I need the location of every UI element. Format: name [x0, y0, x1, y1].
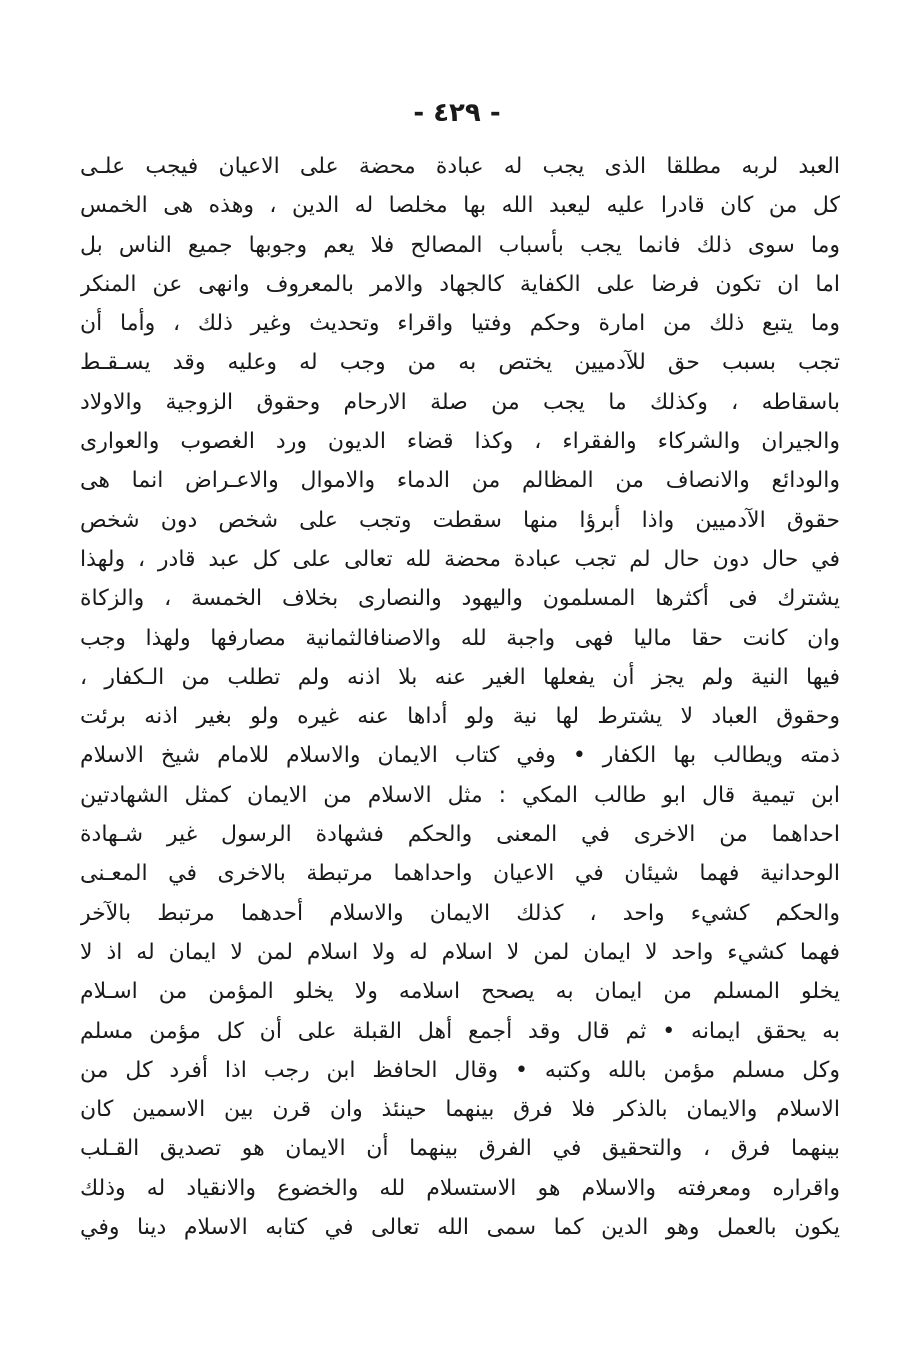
text-line: وحقوق العباد لا يشترط لها نية ولو أداها عنه غيره ولو بغير اذنه برئت	[80, 704, 840, 730]
text-line: باسقاطه ، وكذلك ما يجب من صلة الارحام وحقوق الزوجية والاولاد	[80, 389, 840, 415]
text-line: واقراره ومعرفته والاسلام هو الاستسلام لله والخضوع والانقياد له وذلك	[80, 1175, 840, 1201]
text-line: ذمته ويطالب بها الكفار • وفي كتاب الايمان والاسلام للامام شيخ الاسلام	[80, 743, 840, 769]
text-line: به يحقق ايمانه • ثم قال وقد أجمع أهل القبلة على أن كل مؤمن مسلم	[80, 1018, 840, 1044]
text-line: يكون بالعمل وهو الدين كما سمى الله تعالى في كتابه الاسلام دينا وفي	[80, 1215, 840, 1241]
text-line: وما يتبع ذلك من امارة وحكم وفتيا واقراء وتحديث وغير ذلك ، وأما أن	[80, 311, 840, 337]
text-line: العبد لربه مطلقا الذى يجب له عبادة محضة على الاعيان فيجب علـى	[80, 154, 840, 179]
text-line: تجب بسبب حق للآدميين يختص به من وجب له وعليه وقد يسـقـط	[80, 350, 840, 376]
body-text	[80, 147, 840, 1247]
text-line: يشترك فى أكثرها المسلمون واليهود والنصارى بخلاف الخمسة ، والزكاة	[80, 586, 840, 612]
page-number: - ٤٢٩ -	[413, 98, 501, 128]
text-line: في حال دون حال لم تجب عبادة محضة لله تعالى على كل عبد قادر ، ولهذا	[80, 546, 840, 572]
text-line: الاسلام والايمان بالذكر فلا فرق بينهما حينئذ وان قرن بين الاسمين كان	[80, 1097, 840, 1123]
text-line: اما ان تكون فرضا على الكفاية كالجهاد والامر بالمعروف وانهى عن المنكر	[80, 271, 840, 297]
text-line: يخلو المسلم من ايمان به يصحح اسلامه ولا يخلو المؤمن من اسـلام	[80, 979, 840, 1005]
text-line: وما سوى ذلك فانما يجب بأسباب المصالح فلا يعم وجوبها جميع الناس بل	[80, 232, 840, 258]
text-line: فيها النية ولم يجز أن يفعلها الغير عنه بلا اذنه ولم تطلب من الـكفار ،	[80, 664, 840, 690]
text-line: وكل مسلم مؤمن بالله وكتبه • وقال الحافظ ابن رجب اذا أفرد كل من	[80, 1057, 840, 1083]
text-line: احداهما من الاخرى في المعنى والحكم فشهادة الرسول غير شـهادة	[80, 822, 840, 848]
text-line: كل من كان قادرا عليه ليعبد الله بها مخلصا له الدين ، وهذه هى الخمس	[80, 193, 840, 219]
text-line: حقوق الآدميين واذا أبرؤا منها سقطت وتجب على شخص دون شخص	[80, 507, 840, 533]
text-line: فهما كشيء واحد لا ايمان لمن لا اسلام له ولا اسلام لمن لا ايمان له اذ لا	[80, 939, 840, 965]
text-line: والجيران والشركاء والفقراء ، وكذا قضاء الديون ورد الغصوب والعوارى	[80, 429, 840, 455]
text-line: بينهما فرق ، والتحقيق في الفرق بينهما أن الايمان هو تصديق القـلب	[80, 1136, 840, 1162]
text-line: والودائع والانصاف من المظالم من الدماء والاموال والاعـراض انما هى	[80, 468, 840, 494]
text-line: والحكم كشيء واحد ، كذلك الايمان والاسلام أحدهما مرتبط بالآخر	[80, 900, 840, 926]
text-line: الوحدانية فهما شيئان في الاعيان واحداهما مرتبطة بالاخرى في المعـنى	[80, 861, 840, 887]
text-line: ابن تيمية قال ابو طالب المكي : مثل الاسلام من الايمان كمثل الشهادتين	[80, 782, 840, 808]
text-line: وان كانت حقا ماليا فهى واجبة لله والاصنافالثمانية مصارفها ولهذا وجب	[80, 625, 840, 651]
